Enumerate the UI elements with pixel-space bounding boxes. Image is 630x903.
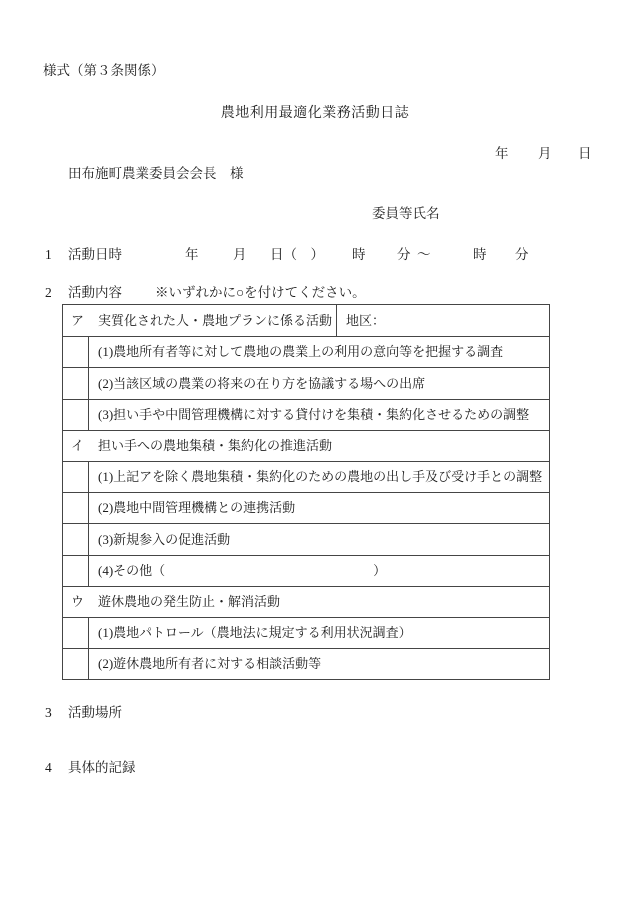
circle-mark-cell xyxy=(63,649,89,679)
table-row-section-a xyxy=(63,305,549,336)
item1-day-paren-label: 日（ ） xyxy=(270,247,324,262)
circle-mark-cell xyxy=(63,400,89,430)
section-title: 実質化された人・農地プランに係る活動 xyxy=(98,312,333,328)
item1-minute-from-label: 分 xyxy=(397,247,411,262)
table-row xyxy=(63,523,549,554)
item2-circle-note: ※いずれかに○を付けてください。 xyxy=(155,285,366,300)
table-row xyxy=(63,648,549,679)
circle-mark-cell xyxy=(63,462,89,492)
district-cell: 地区： xyxy=(336,305,549,336)
activity-option: (2)当該区域の農業の将来の在り方を協議する場への出席 xyxy=(98,375,426,391)
circle-mark-cell xyxy=(63,524,89,554)
activity-option: (1)農地所有者等に対して農地の農業上の利用の意向等を把握する調査 xyxy=(98,344,504,360)
table-row xyxy=(63,617,549,648)
item1-tilde: ～ xyxy=(417,247,431,262)
item1-year-label: 年 xyxy=(185,247,199,262)
item1-minute-to-label: 分 xyxy=(515,247,529,262)
item3-number: 3 xyxy=(45,705,52,720)
item4-number: 4 xyxy=(45,760,52,775)
item4-label: 具体的記録 xyxy=(68,760,136,775)
activity-option-other: (4)その他（ ） xyxy=(98,562,387,578)
table-row-section-u xyxy=(63,586,549,617)
item1-number: 1 xyxy=(45,247,52,262)
section-letter: イ xyxy=(71,438,85,454)
table-row xyxy=(63,367,549,398)
item1-label: 活動日時 xyxy=(68,247,122,262)
circle-mark-cell xyxy=(63,337,89,367)
circle-mark-cell xyxy=(63,493,89,523)
circle-mark-cell xyxy=(63,368,89,398)
table-row xyxy=(63,555,549,586)
activity-option: (2)農地中間管理機構との連携活動 xyxy=(98,500,296,516)
addressee-line: 田布施町農業委員会会長 様 xyxy=(68,166,244,181)
item2-label: 活動内容 xyxy=(68,285,122,300)
item2-number: 2 xyxy=(45,285,52,300)
section-title: 担い手への農地集積・集約化の推進活動 xyxy=(98,438,333,454)
circle-mark-cell xyxy=(63,556,89,586)
header-year-label: 年 xyxy=(495,146,509,161)
page-title: 農地利用最適化業務活動日誌 xyxy=(220,106,410,121)
form-label: 様式（第３条関係） xyxy=(43,63,165,78)
header-day-label: 日 xyxy=(578,146,592,161)
activity-option: (1)農地パトロール（農地法に規定する利用状況調査） xyxy=(98,625,412,641)
section-letter: ア xyxy=(71,312,85,328)
item1-month-label: 月 xyxy=(233,247,247,262)
table-row-section-i xyxy=(63,430,549,461)
item1-hour-to-label: 時 xyxy=(473,247,487,262)
item3-label: 活動場所 xyxy=(68,705,122,720)
table-row xyxy=(63,336,549,367)
activity-option: (3)担い手や中間管理機構に対する貸付けを集積・集約化させるための調整 xyxy=(98,406,530,422)
circle-mark-cell xyxy=(63,618,89,648)
activity-option: (3)新規参入の促進活動 xyxy=(98,531,231,547)
table-row xyxy=(63,492,549,523)
table-row xyxy=(63,399,549,430)
committee-name-label: 委員等氏名 xyxy=(372,206,440,221)
section-letter: ウ xyxy=(71,593,85,609)
activity-option: (2)遊休農地所有者に対する相談活動等 xyxy=(98,656,322,672)
section-title: 遊休農地の発生防止・解消活動 xyxy=(98,593,281,609)
header-month-label: 月 xyxy=(538,146,552,161)
table-row xyxy=(63,461,549,492)
activity-option: (1)上記アを除く農地集積・集約化のための農地の出し手及び受け手との調整 xyxy=(98,469,543,485)
item1-hour-from-label: 時 xyxy=(352,247,366,262)
activity-table xyxy=(62,304,550,680)
